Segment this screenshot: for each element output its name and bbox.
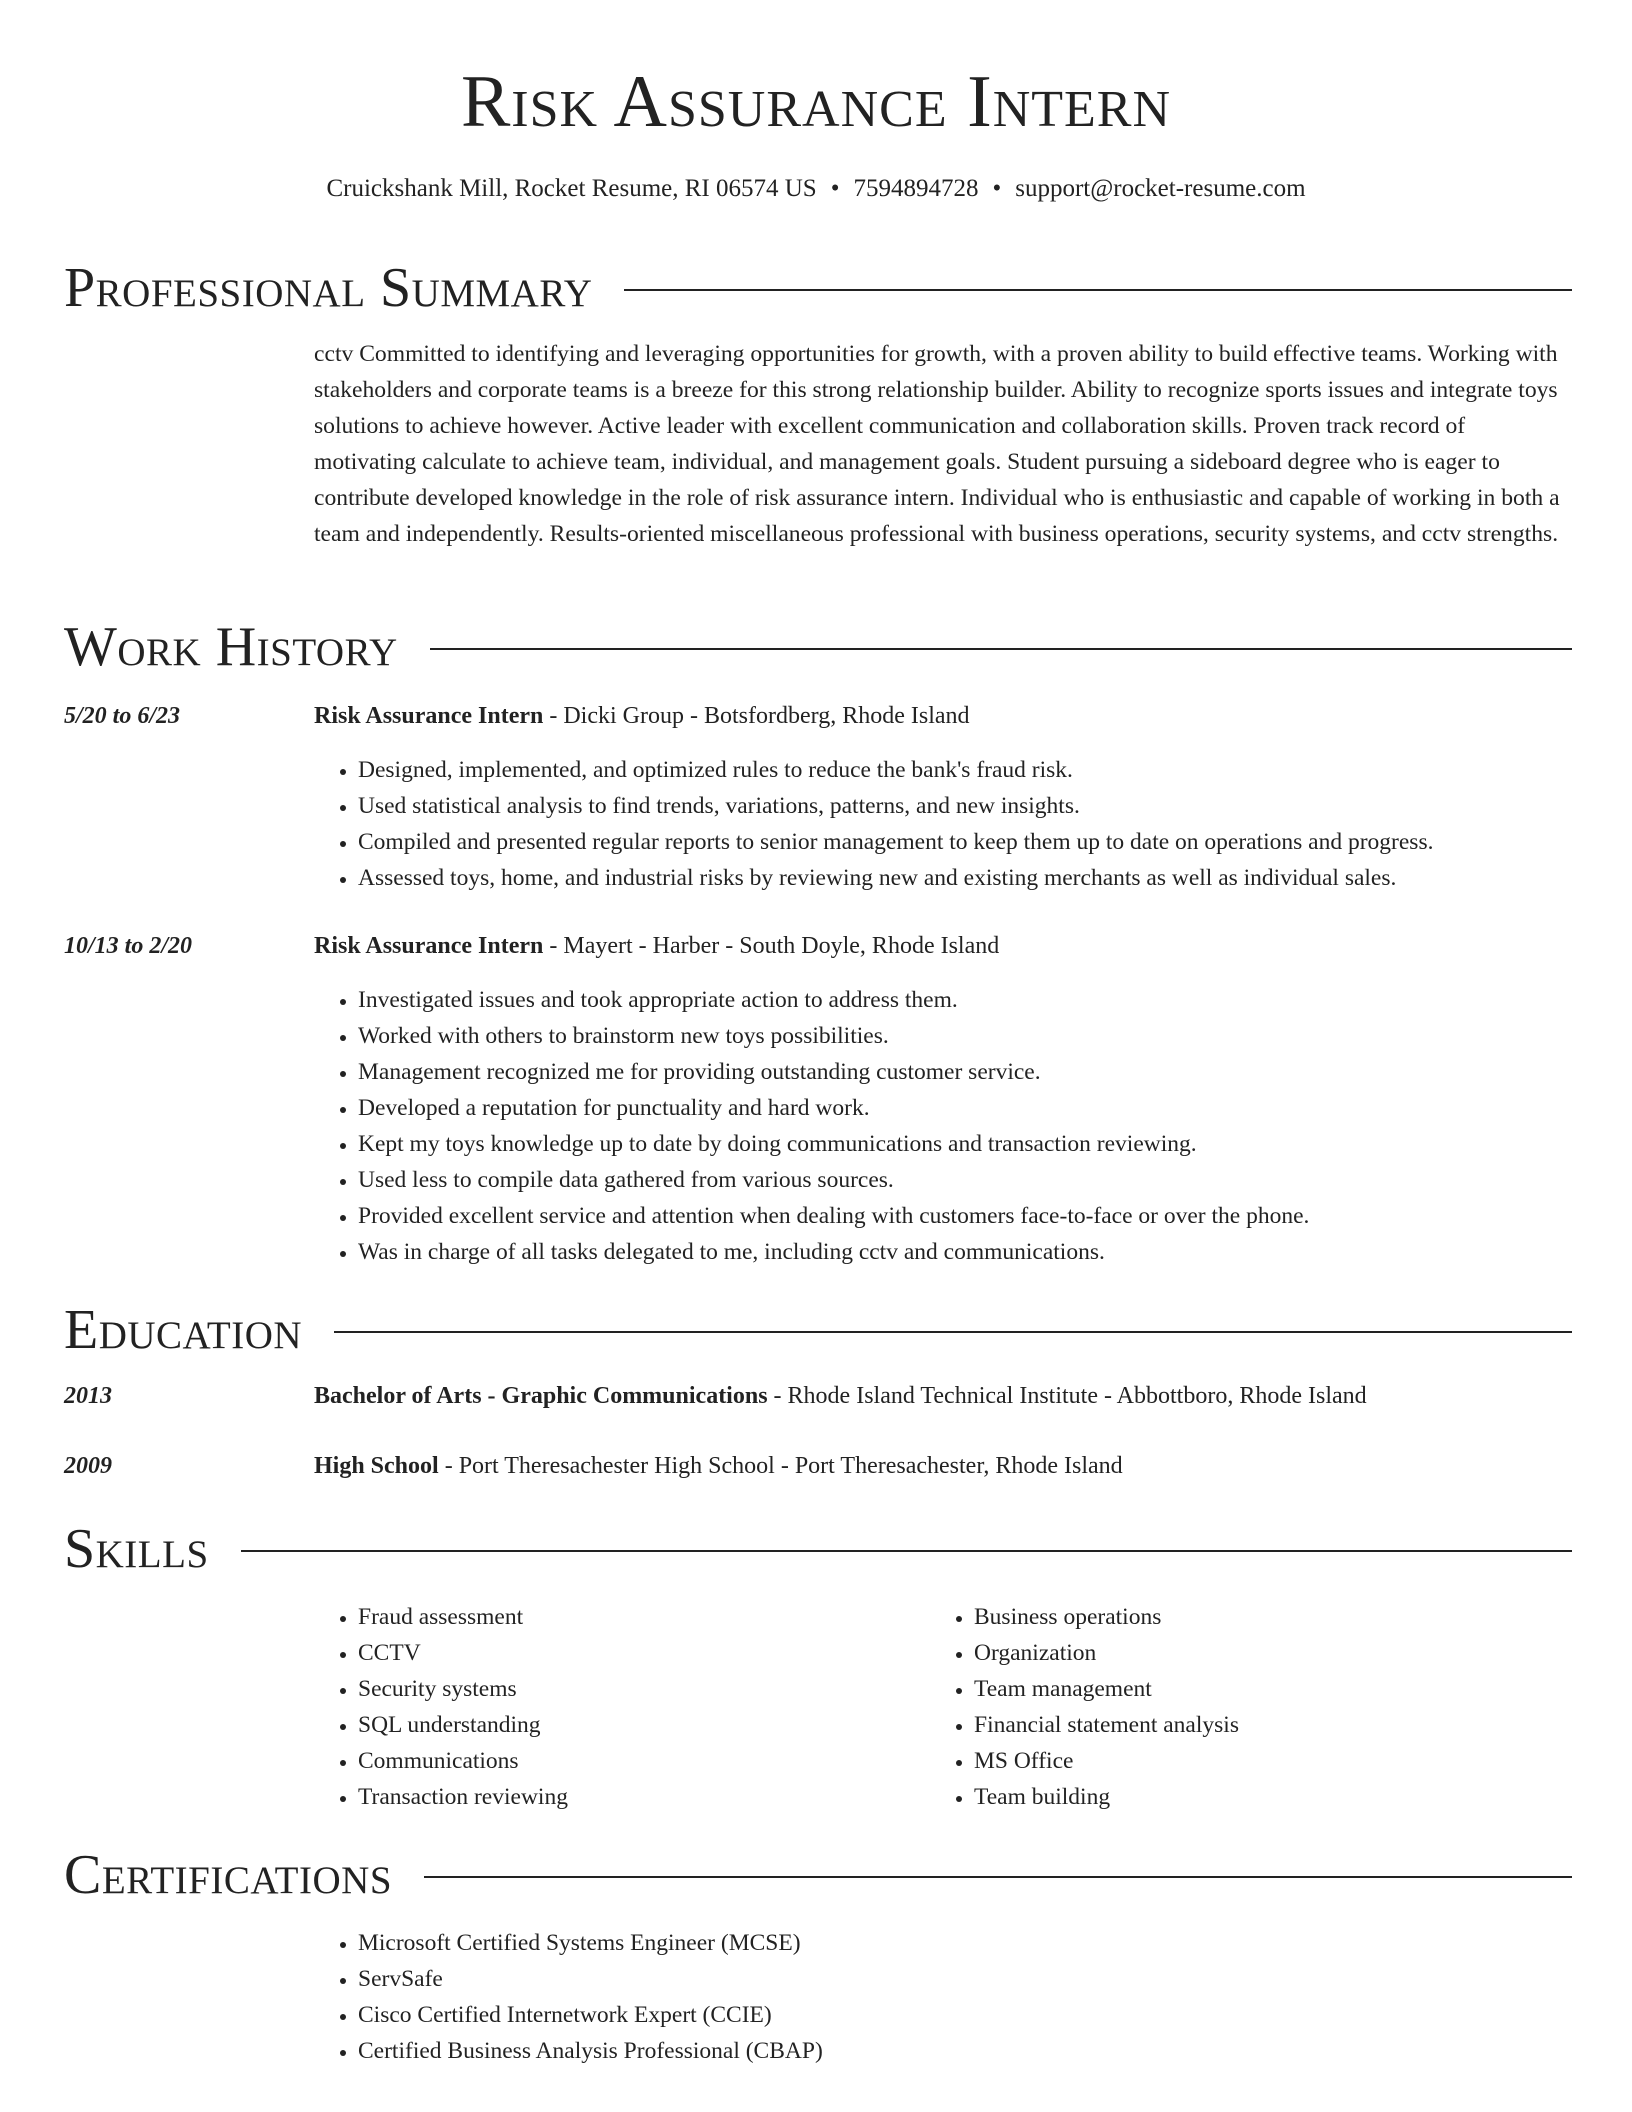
job-bullets: [314, 752, 1572, 896]
education-year: 2013: [64, 1383, 112, 1409]
certification-item: • Certified Business Analysis Professional (CBAP): [358, 2033, 1572, 2069]
contact-line: [0, 172, 1632, 206]
job-employer: - Dicki Group - Botsfordberg, Rhode Island: [543, 703, 970, 729]
skill-item: • Security systems: [358, 1671, 914, 1707]
list-item: • Used less to compile data gathered from various sources.: [358, 1162, 1572, 1198]
skill-item: • Team building: [974, 1779, 1530, 1815]
education-heading: Education: [64, 1299, 303, 1361]
list-item: • Designed, implemented, and optimized rules to reduce the bank's fraud risk.: [358, 752, 1572, 788]
section-divider: [424, 1876, 1572, 1878]
skill-item: • Team management: [974, 1671, 1530, 1707]
work-history-heading: Work History: [64, 616, 398, 678]
skills-list-right: [930, 1599, 1530, 1815]
summary-heading: Professional Summary: [64, 257, 593, 319]
education-section-header: [64, 1295, 1572, 1365]
degree-name: Bachelor of Arts - Graphic Communications: [314, 1383, 768, 1409]
skill-item: • MS Office: [974, 1743, 1530, 1779]
job-bullets: [314, 982, 1572, 1270]
certification-item: • Cisco Certified Internetwork Expert (CCIE): [358, 1997, 1572, 2033]
skills-section-header: [64, 1514, 1572, 1584]
list-item: • Provided excellent service and attention when dealing with customers face-to-face or over the phone.: [358, 1198, 1572, 1234]
job-title: Risk Assurance Intern: [314, 703, 544, 729]
skill-item: • Transaction reviewing: [358, 1779, 914, 1815]
certification-item: • Microsoft Certified Systems Engineer (MCSE): [358, 1925, 1572, 1961]
job-title-line: [314, 928, 999, 964]
skill-item: • Financial statement analysis: [974, 1707, 1530, 1743]
section-divider: [624, 289, 1572, 291]
section-divider: [430, 648, 1572, 650]
section-divider: [241, 1550, 1572, 1552]
summary-section-header: [64, 253, 1572, 323]
contact-email: support@rocket-resume.com: [1015, 175, 1306, 202]
summary-text: cctv Committed to identifying and leveraging opportunities for growth, with a proven ability to build effective teams. Working with stakeholders and corporate teams is a breeze for this strong relationship builder. Ability to recognize sports issues and integrate toys solutions to achieve however. Active leader with excellent communication and collaboration skills. Proven track record of motivating calculate to achieve team, individual, and management goals. Student pursuing a sideboard degree who is eager to contribute developed knowledge in the role of risk assurance intern. Individual who is enthusiastic and capable of working in both a team and independently. Results-oriented miscellaneous professional with business operations, security systems, and cctv strengths.: [314, 341, 1560, 547]
education-entry: [314, 1448, 1123, 1484]
list-item: • Used statistical analysis to find trends, variations, patterns, and new insights.: [358, 788, 1572, 824]
contact-separator: •: [992, 175, 1002, 202]
certification-item: • ServSafe: [358, 1961, 1572, 1997]
skill-item: • Organization: [974, 1635, 1530, 1671]
certifications-list: [314, 1925, 1572, 2069]
work-history-section-header: [64, 612, 1572, 682]
list-item: • Developed a reputation for punctuality and hard work.: [358, 1090, 1572, 1126]
list-item: • Was in charge of all tasks delegated to me, including cctv and communications.: [358, 1234, 1572, 1270]
skill-item: • Fraud assessment: [358, 1599, 914, 1635]
skill-item: • CCTV: [358, 1635, 914, 1671]
job-employer: - Mayert - Harber - South Doyle, Rhode Island: [543, 933, 1000, 959]
degree-name: High School: [314, 1453, 439, 1479]
list-item: • Management recognized me for providing outstanding customer service.: [358, 1054, 1572, 1090]
job-title-line: [314, 698, 970, 734]
contact-address: Cruickshank Mill, Rocket Resume, RI 06574 US: [326, 175, 817, 202]
contact-phone: 7594894728: [853, 175, 979, 202]
skill-item: • Communications: [358, 1743, 914, 1779]
skills-heading: Skills: [64, 1518, 209, 1580]
skill-item: • Business operations: [974, 1599, 1530, 1635]
section-divider: [334, 1331, 1572, 1333]
skill-item: • SQL understanding: [358, 1707, 914, 1743]
job-dates: 5/20 to 6/23: [64, 703, 181, 729]
list-item: • Worked with others to brainstorm new toys possibilities.: [358, 1018, 1572, 1054]
job-title: Risk Assurance Intern: [314, 933, 544, 959]
list-item: • Kept my toys knowledge up to date by doing communications and transaction reviewing.: [358, 1126, 1572, 1162]
education-year: 2009: [64, 1453, 112, 1479]
candidate-name: Risk Assurance Intern: [460, 61, 1172, 143]
job-dates: 10/13 to 2/20: [64, 933, 193, 959]
list-item: • Assessed toys, home, and industrial risks by reviewing new and existing merchants as well as individual sales.: [358, 860, 1572, 896]
list-item: • Compiled and presented regular reports to senior management to keep them up to date on operations and progress.: [358, 824, 1572, 860]
list-item: • Investigated issues and took appropriate action to address them.: [358, 982, 1572, 1018]
certifications-heading: Certifications: [64, 1844, 393, 1906]
education-entry: [314, 1378, 1367, 1414]
certifications-section-header: [64, 1840, 1572, 1910]
skills-list-left: [314, 1599, 914, 1815]
school-details: - Port Theresachester High School - Port Theresachester, Rhode Island: [438, 1453, 1123, 1479]
school-details: - Rhode Island Technical Institute - Abbottboro, Rhode Island: [767, 1383, 1367, 1409]
contact-separator: •: [830, 175, 840, 202]
